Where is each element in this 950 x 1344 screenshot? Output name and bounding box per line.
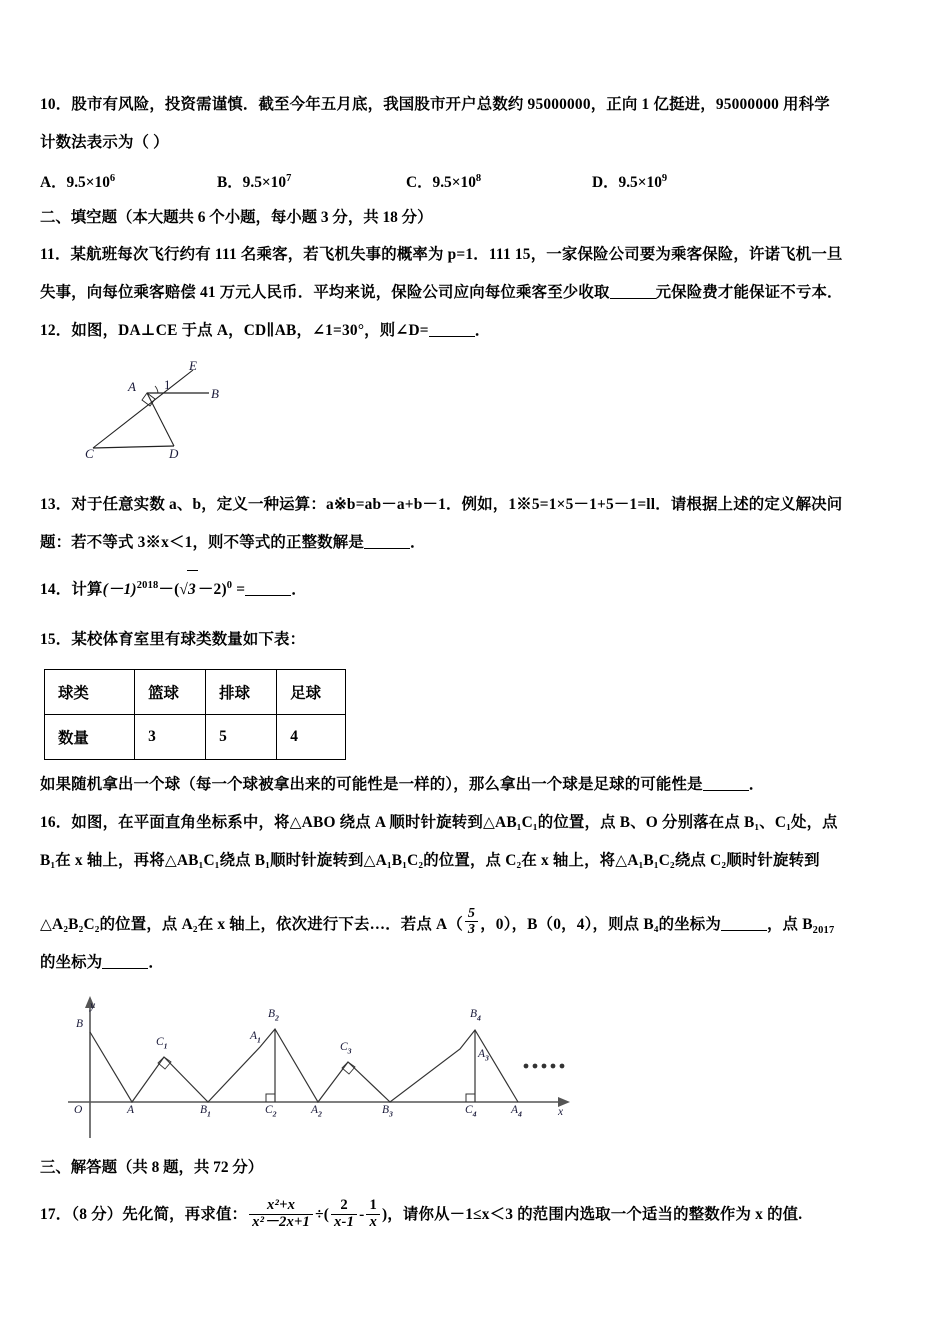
choice-a[interactable] <box>40 166 217 200</box>
fraction-denominator: 3 <box>467 921 476 938</box>
expr-two: 2 <box>213 581 222 598</box>
figure-label-c4: $C_4$ <box>465 1104 477 1119</box>
figure-label-a: A <box>128 379 136 394</box>
table-cell-volleyball-count: 5 <box>206 715 277 760</box>
page-content <box>40 86 912 1234</box>
question-13 <box>40 486 912 562</box>
table-row-quantity <box>45 715 346 760</box>
question-11 <box>40 236 912 312</box>
fraction-2-numerator: 2 <box>331 1198 357 1215</box>
fraction-3-numerator: 1 <box>366 1198 380 1215</box>
choice-b-exponent: 7 <box>286 172 292 184</box>
question-15-after-text-b: ． <box>748 776 765 793</box>
figure-label-b4: $B_4$ <box>470 1008 481 1023</box>
question-16-line-3 <box>40 906 912 944</box>
question-10-choices <box>40 166 912 200</box>
question-16-line-4-text-a: 的坐标为 <box>40 954 103 971</box>
expr-base-1: (－1) <box>102 581 137 598</box>
figure-label-c2: $C_2$ <box>265 1104 277 1119</box>
right-angle-mark-c2 <box>266 1094 275 1102</box>
question-13-line-2-text-a: 题：若不等式 3※x＜1，则不等式的正整数解是 <box>40 534 364 551</box>
figure-label-a3: $A_3$ <box>478 1048 489 1063</box>
table-header-volleyball: 排球 <box>206 670 277 715</box>
figure-label-angle-1: 1 <box>164 377 171 392</box>
coordinate-zigzag-svg <box>60 992 580 1142</box>
fraction-numerator: 5 <box>465 906 478 922</box>
sqrt-icon: √ <box>179 581 189 598</box>
figure-axis-label-x: x <box>558 1106 564 1118</box>
expr-minus: － <box>158 581 175 598</box>
choice-a-base: 9.5×10 <box>66 174 110 191</box>
question-12-text-a: 12．如图，DA⊥CE 于点 A，CD∥AB，∠1=30°，则∠D= <box>40 322 429 339</box>
answer-blank-11[interactable] <box>610 283 656 299</box>
answer-blank-16a[interactable] <box>721 915 767 931</box>
choice-d-exponent: 9 <box>661 172 668 184</box>
ball-count-table <box>44 669 346 760</box>
question-15 <box>40 621 912 804</box>
table-cell-quantity-label: 数量 <box>45 715 135 760</box>
expr-exponent-2: 0 <box>226 579 233 591</box>
question-14 <box>40 570 912 609</box>
figure-label-b2: $B_2$ <box>268 1008 279 1023</box>
choice-a-label: A． <box>40 174 67 191</box>
question-11-line-2 <box>40 274 912 312</box>
table-header-category: 球类 <box>45 670 135 715</box>
question-15-after-text-a: 如果随机拿出一个球（每一个球被拿出来的可能性是一样的），那么拿出一个球是足球的可能性是 <box>40 776 703 793</box>
question-16-line-3-text-a: △A₂B₂C₂的位置，点 A₂在 x 轴上，依次进行下去…．若点 A（ <box>40 916 463 933</box>
figure-label-b1: $B_1$ <box>200 1104 211 1119</box>
choice-d-label: D． <box>592 174 619 191</box>
table-header-basketball: 篮球 <box>135 670 206 715</box>
question-14-equals: = <box>236 581 246 598</box>
choice-a-exponent: 6 <box>109 172 116 184</box>
choice-c-exponent: 8 <box>475 172 482 184</box>
question-16-line-4-text-b: ． <box>148 954 164 971</box>
question-10-line-2: 计数法表示为（ ） <box>40 134 169 151</box>
geometry-figure-da-ce <box>85 358 315 466</box>
answer-blank-12[interactable] <box>429 321 475 337</box>
question-11-line-2-text-b: 元保险费才能保证不亏本． <box>655 284 843 301</box>
choice-b[interactable] <box>217 166 406 200</box>
question-17-suffix: ，请你从－1≤x＜3 的范围内选取一个适当的整数作为 x 的值. <box>387 1206 803 1223</box>
angle-1-arc <box>155 386 158 393</box>
figure-label-origin: O <box>74 1104 83 1116</box>
choice-c-label: C． <box>406 174 433 191</box>
question-16-line-4 <box>40 944 912 982</box>
question-10 <box>40 86 912 200</box>
answer-blank-16b[interactable] <box>102 953 148 969</box>
question-17-prefix: 17．（8 分）先化简，再求值： <box>40 1206 248 1223</box>
segment-cd <box>93 446 174 448</box>
answer-blank-15[interactable] <box>703 775 749 791</box>
figure-label-c: C <box>85 446 94 461</box>
section-3-heading: 三、解答题（共 8 题，共 72 分） <box>40 1159 264 1176</box>
division-open: ÷( <box>315 1206 330 1223</box>
fraction-main <box>249 1198 313 1231</box>
question-13-line-1: 13．对于任意实数 a、b，定义一种运算：a※b=ab－a+b－1．例如，1※5=1×5－1+5－1=ll．请根据上述的定义解决问 <box>40 496 843 513</box>
figure-label-e: E <box>189 358 197 373</box>
coordinate-zigzag-figure <box>60 992 580 1142</box>
choice-c-base: 9.5×10 <box>432 174 476 191</box>
question-16-line-3-text-b: ，0），B（0，4），则点 B₄的坐标为 <box>480 916 721 933</box>
continuation-dots-icon <box>524 1064 565 1069</box>
figure-label-b: B <box>211 386 219 401</box>
geometry-figure-svg <box>85 358 315 466</box>
zigzag-path <box>90 1029 518 1102</box>
question-16-line-3-text-c: ，点 B <box>766 916 813 933</box>
expr-inner-minus: － <box>197 581 214 598</box>
expression-minus: - <box>359 1206 365 1223</box>
question-17-expression <box>247 1196 388 1230</box>
choice-d[interactable] <box>592 166 667 200</box>
question-17 <box>40 1196 912 1234</box>
fraction-two-over-x-minus-1 <box>331 1198 357 1231</box>
question-14-text <box>40 570 912 609</box>
question-11-line-1: 11．某航班每次飞行约有 111 名乘客，若飞机失事的概率为 p=1．111 15，一家保险公司要为乘客保险，许诺飞机一旦 <box>40 246 843 263</box>
expr-radicand: 3 <box>187 570 198 609</box>
segment-ad <box>147 393 174 446</box>
question-14-suffix: ． <box>291 581 307 598</box>
fraction-main-numerator: x²+x <box>249 1198 313 1215</box>
figure-label-a1: $A_1$ <box>250 1030 261 1045</box>
choice-b-label: B． <box>217 174 243 191</box>
figure-label-a: A <box>127 1104 135 1116</box>
question-16-line-1: 16．如图，在平面直角坐标系中，将△ABO 绕点 A 顺时针旋转到△AB₁C₁的位置，点 B、O 分别落在点 B₁、C₁处，点 <box>40 814 838 831</box>
table-cell-basketball-count: 3 <box>135 715 206 760</box>
question-16-subscript-2017: 2017 <box>812 925 835 937</box>
choice-c[interactable] <box>406 166 592 200</box>
question-15-prompt: 15．某校体育室里有球类数量如下表： <box>40 631 306 648</box>
right-angle-mark-c4 <box>466 1094 475 1102</box>
question-13-line-2-text-b: ． <box>409 534 426 551</box>
figure-label-a4: $A_4$ <box>511 1104 522 1119</box>
section-2-heading: 二、填空题（本大题共 6 个小题，每小题 3 分，共 18 分） <box>40 209 433 226</box>
question-12 <box>40 312 912 466</box>
figure-label-a2: $A_2$ <box>311 1104 322 1119</box>
question-12-text-b: ． <box>474 322 491 339</box>
answer-blank-13[interactable] <box>364 533 410 549</box>
question-10-line-1: 10．股市有风险，投资需谨慎．截至今年五月底，我国股市开户总数约 95000000，正向 1 亿挺进，95000000 用科学 <box>40 96 830 113</box>
expr-close-paren: ) <box>221 581 227 598</box>
figure-label-b: B <box>76 1018 84 1030</box>
figure-axis-label-y: y <box>90 1000 96 1012</box>
question-12-text <box>40 312 912 350</box>
figure-label-d: D <box>169 446 179 461</box>
expression-close-paren: ) <box>381 1206 388 1223</box>
question-15-after-table <box>40 766 912 804</box>
question-13-line-2 <box>40 524 912 562</box>
fraction-one-over-x <box>366 1198 380 1231</box>
figure-label-c1: $C_1$ <box>156 1036 168 1051</box>
figure-label-b3: $B_3$ <box>382 1104 393 1119</box>
expr-exponent-1: 2018 <box>136 579 159 591</box>
question-11-line-2-text-a: 失事，向每位乘客赔偿 41 万元人民币．平均来说，保险公司应向每位乘客至少收取 <box>40 284 610 301</box>
table-cell-football-count: 4 <box>277 715 346 760</box>
figure-label-c3: $C_3$ <box>340 1041 352 1056</box>
question-14-prefix: 14．计算 <box>40 581 103 598</box>
question-14-expression <box>103 581 233 598</box>
fraction-main-denominator: x²－2x+1 <box>252 1213 311 1230</box>
fraction-3-denominator: x <box>369 1213 377 1230</box>
answer-blank-14[interactable] <box>245 580 291 596</box>
question-17-text <box>40 1196 912 1234</box>
fraction-2-denominator: x-1 <box>334 1213 355 1230</box>
table-row-header <box>45 670 346 715</box>
choice-d-base: 9.5×10 <box>618 174 662 191</box>
expr-open-paren: ( <box>174 581 180 598</box>
question-16-line-2: B₁在 x 轴上，再将△AB₁C₁绕点 B₁顺时针旋转到△A₁B₁C₂的位置，点 C₂在 x 轴上，将△A₁B₁C₂绕点 C₂顺时针旋转到 <box>40 852 820 869</box>
fraction-five-thirds <box>465 906 478 938</box>
choice-b-base: 9.5×10 <box>242 174 287 191</box>
line-ce <box>93 370 193 448</box>
question-16 <box>40 804 912 1142</box>
table-header-football: 足球 <box>277 670 346 715</box>
